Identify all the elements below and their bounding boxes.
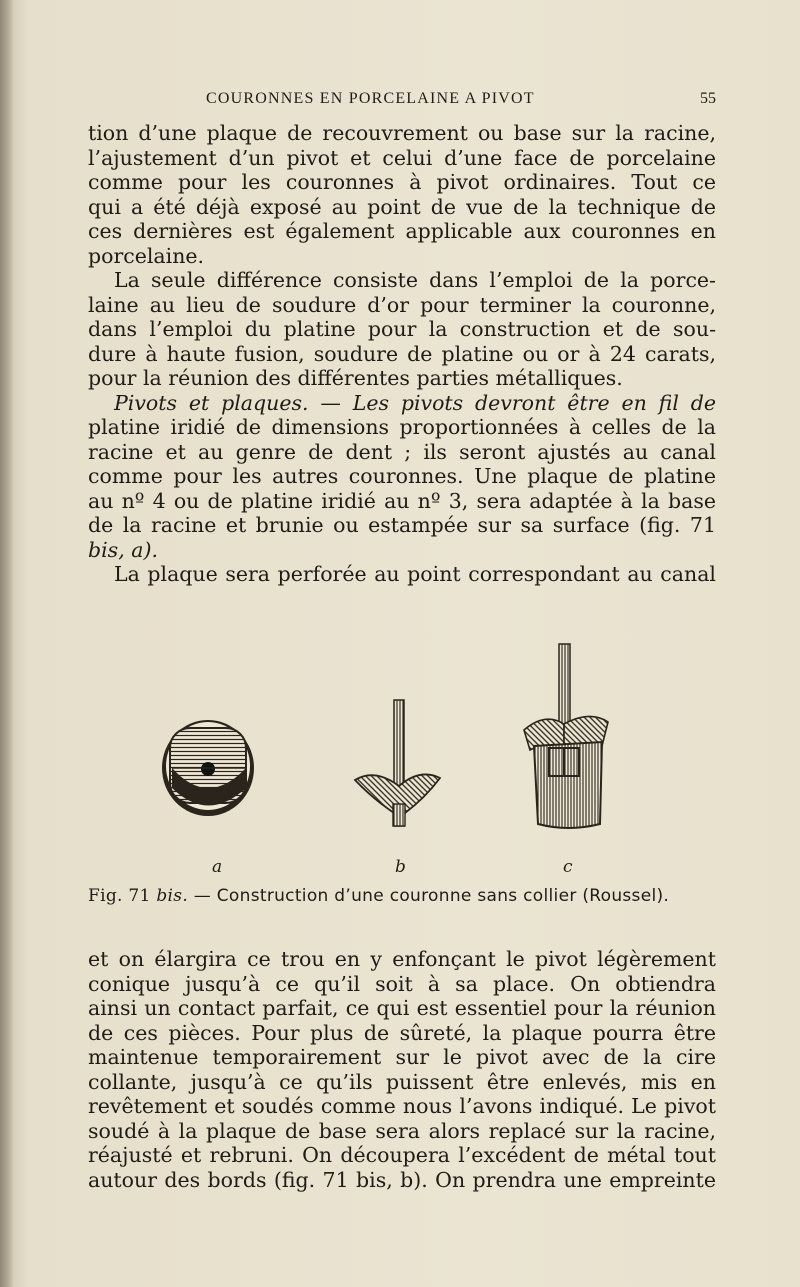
figure-b-pivot: [355, 700, 440, 826]
caption-figure-number: Fig. 71: [88, 886, 151, 906]
text-line: pour la réunion des différentes parties métalliques.: [88, 366, 623, 390]
text-line: La plaque sera perforée au point correspondant au canal: [114, 562, 716, 586]
figure-label-c: c: [563, 857, 573, 877]
figure-label-a: a: [212, 857, 223, 877]
figure-c-crown: [524, 644, 608, 828]
figure-a-plate: [162, 720, 254, 816]
text-line: La seule différence consiste dans l’emploi de la porce-: [114, 268, 716, 292]
figure-caption: [88, 886, 728, 906]
text-line: l’ajustement d’un pivot et celui d’une face de porcelaine: [88, 145, 716, 170]
text-line: comme pour les couronnes à pivot ordinaires. Tout ce: [88, 170, 716, 194]
text-line: de ces pièces. Pour plus de sûreté, la plaque pourra être: [88, 1020, 716, 1045]
figure-label-b: b: [395, 857, 406, 877]
text-line: racine et au genre de dent ; ils seront ajustés au canal: [88, 439, 716, 464]
text-line: tion d’une plaque de recouvrement ou base sur la racine,: [88, 121, 716, 145]
text-line: [88, 538, 716, 563]
text-line: qui a été déjà exposé au point de vue de la technique de: [88, 194, 716, 219]
text-line: dans l’emploi du platine pour la construction et de sou-: [88, 317, 716, 341]
body-text-bottom: [88, 947, 716, 1192]
text-line-italic: bis, a).: [88, 537, 158, 562]
text-line: soudé à la plaque de base sera alors replacé sur la racine,: [88, 1118, 716, 1143]
text-line: conique jusqu’à ce qu’il soit à sa place. On obtiendra: [88, 971, 716, 996]
text-line: platine iridié de dimensions proportionnées à celles de la: [88, 415, 716, 439]
text-line: comme pour les autres couronnes. Une plaque de platine: [88, 464, 716, 488]
text-line-section-head: [88, 391, 716, 416]
text-line: réajusté et rebruni. On découpera l’excédent de métal tout: [88, 1143, 716, 1167]
dental-crown-illustration: [150, 638, 630, 838]
page-spine-shadow: [0, 0, 14, 1287]
text-line: porcelaine.: [88, 243, 205, 268]
text-line: autour des bords (fig. 71 bis, b). On prendra une empreinte: [88, 1167, 716, 1192]
text-line: ces dernières est également applicable aux couronnes en: [88, 219, 716, 243]
text-line: revêtement et soudés comme nous l’avons indiqué. Le pivot: [88, 1094, 716, 1118]
caption-bis: bis.: [156, 886, 189, 906]
text-line: de la racine et brunie ou estampée sur sa surface (fig. 71: [88, 513, 716, 537]
running-title: COURONNES EN PORCELAINE A PIVOT: [206, 90, 535, 107]
section-head-italic: Pivots et plaques. — Les pivots devront être en fil de: [114, 390, 716, 415]
text-line: ainsi un contact parfait, ce qui est essentiel pour la réunion: [88, 996, 716, 1020]
running-head: [88, 90, 716, 114]
text-line: maintenue temporairement sur le pivot avec de la cire: [88, 1045, 716, 1069]
caption-text: — Construction d’une couronne sans collier (Roussel).: [193, 886, 670, 906]
text-line: et on élargira ce trou en y enfonçant le pivot légèrement: [88, 947, 716, 971]
text-line: laine au lieu de soudure d’or pour terminer la couronne,: [88, 292, 716, 317]
page-number: 55: [700, 90, 716, 107]
text-line: au nº 4 ou de platine iridié au nº 3, sera adaptée à la base: [88, 488, 716, 513]
body-text-top: [88, 121, 716, 587]
text-line: dure à haute fusion, soudure de platine ou or à 24 carats,: [88, 341, 716, 366]
text-line: collante, jusqu’à ce qu’ils puissent être enlevés, mis en: [88, 1069, 716, 1094]
